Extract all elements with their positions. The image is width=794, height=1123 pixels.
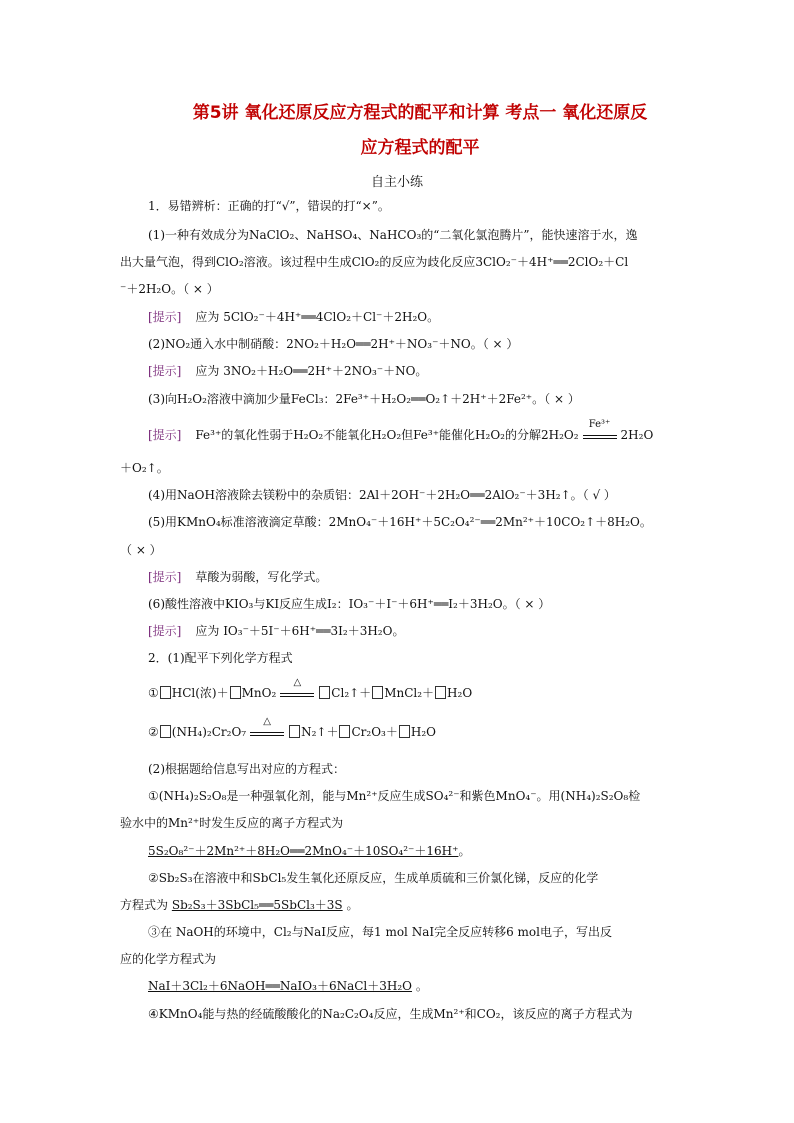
- coefficient-box: [230, 686, 241, 699]
- q1-3-hint: [148, 419, 654, 443]
- q1-2-text: (2)NO₂通入水中制硝酸：2NO₂＋H₂O══2H⁺＋NO₃⁻＋NO。（ × ）: [148, 337, 519, 351]
- coefficient-box: [160, 686, 171, 699]
- q2-2-1-text-cont: 验水中的Mn²⁺时发生反应的离子方程式为: [120, 816, 344, 830]
- coefficient-box: [372, 686, 383, 699]
- question-1-intro: 1．易错辨析：正确的打“√”，错误的打“×”。: [148, 199, 390, 213]
- q1-6-text: (6)酸性溶液中KIO₃与KI反应生成I₂：IO₃⁻＋I⁻＋6H⁺══I₂＋3H₂O。（ × ）: [148, 597, 551, 611]
- coefficient-box: [160, 725, 171, 738]
- hint-label: [提示]: [148, 428, 182, 442]
- hint-text: 应为 5ClO₂⁻＋4H⁺══4ClO₂＋Cl⁻＋2H₂O。: [195, 310, 440, 324]
- hint-text-end: 2H₂O: [620, 428, 654, 442]
- q2-2-3-text-cont: 应的化学方程式为: [120, 952, 217, 966]
- q2-2-1-text: ①(NH₄)₂S₂O₈是一种强氧化剂，能与Mn²⁺反应生成SO₄²⁻和紫色MnO₄⁻。用(NH₄)₂S₂O₈检: [148, 789, 641, 803]
- hint-label: [提示]: [148, 624, 182, 638]
- hint-label: [提示]: [148, 310, 182, 324]
- section-heading: 自主小练: [370, 175, 423, 190]
- q1-4-text: (4)用NaOH溶液除去镁粉中的杂质铝：2Al＋2OH⁻＋2H₂O══2AlO₂⁻＋3H₂↑。（ √ ）: [148, 488, 616, 502]
- hint-label: [提示]: [148, 570, 182, 584]
- reaction-condition: Fe³⁺: [583, 429, 617, 439]
- q2-2-4-text: ④KMnO₄能与热的经硫酸酸化的Na₂C₂O₄反应，生成Mn²⁺和CO₂，该反应的离子方程式为: [148, 1007, 633, 1021]
- coefficient-box: [319, 686, 330, 699]
- coefficient-box: [435, 686, 446, 699]
- q1-5-hint: [148, 569, 327, 585]
- q1-1-hint: [148, 309, 439, 325]
- hint-text: 应为 3NO₂＋H₂O══2H⁺＋2NO₃⁻＋NO。: [195, 364, 428, 378]
- balance-equation-1: ① HCl(浓)＋ MnO₂ △ Cl₂↑＋ MnCl₂＋ H₂O: [148, 677, 473, 700]
- q1-1-verdict: ⁻＋2H₂O。（ × ）: [120, 282, 219, 296]
- page-title-line-2: 应方程式的配平: [360, 138, 480, 158]
- reaction-condition: △: [250, 726, 284, 736]
- q2-2-3-text: ③在 NaOH的环境中，Cl₂与NaI反应，每1 mol NaI完全反应转移6 mol电子，写出反: [148, 925, 612, 939]
- q1-2-hint: [148, 363, 427, 379]
- q2-2-intro: (2)根据题给信息写出对应的方程式：: [148, 762, 345, 776]
- hint-text: 草酸为弱酸，写化学式。: [195, 570, 328, 584]
- coefficient-box: [339, 725, 350, 738]
- q2-2-2-answer: 方程式为 Sb₂S₃＋3SbCl₅══5SbCl₃＋3S 。: [120, 898, 359, 912]
- answer-text: Sb₂S₃＋3SbCl₅══5SbCl₃＋3S: [171, 898, 343, 912]
- q1-6-hint: [148, 623, 404, 639]
- q2-2-1-answer: 5S₂O₈²⁻＋2Mn²⁺＋8H₂O══2MnO₄⁻＋10SO₄²⁻＋16H⁺。: [148, 844, 471, 858]
- hint-text: 应为 IO₃⁻＋5I⁻＋6H⁺══3I₂＋3H₂O。: [195, 624, 405, 638]
- question-2-intro: 2．(1)配平下列化学方程式: [148, 651, 293, 665]
- hint-label: [提示]: [148, 364, 182, 378]
- coefficient-box: [289, 725, 300, 738]
- page-title-line-1: 第5讲 氧化还原反应方程式的配平和计算 考点一 氧化还原反: [192, 103, 648, 123]
- q2-2-3-answer: NaI＋3Cl₂＋6NaOH══NaIO₃＋6NaCl＋3H₂O 。: [148, 979, 428, 993]
- reaction-condition: △: [280, 687, 314, 697]
- q1-5-verdict: （ × ）: [120, 543, 162, 557]
- q1-5-text: (5)用KMnO₄标准溶液滴定草酸：2MnO₄⁻＋16H⁺＋5C₂O₄²⁻══2Mn²⁺＋10CO₂↑＋8H₂O。: [148, 515, 652, 529]
- q1-1-text: (1)一种有效成分为NaClO₂、NaHSO₄、NaHCO₃的“二氧化氯泡腾片”，能快速溶于水，逸: [148, 228, 638, 242]
- answer-text: 5S₂O₈²⁻＋2Mn²⁺＋8H₂O══2MnO₄⁻＋10SO₄²⁻＋16H⁺: [148, 844, 459, 858]
- q1-1-text-cont: 出大量气泡，得到ClO₂溶液。该过程中生成ClO₂的反应为歧化反应3ClO₂⁻＋4H⁺══2ClO₂＋Cl: [120, 255, 629, 269]
- answer-text: NaI＋3Cl₂＋6NaOH══NaIO₃＋6NaCl＋3H₂O: [148, 979, 413, 993]
- q1-3-hint-cont: ＋O₂↑。: [120, 461, 169, 475]
- balance-equation-2: ② (NH₄)₂Cr₂O₇ △ N₂↑＋ Cr₂O₃＋ H₂O: [148, 716, 436, 739]
- hint-text: Fe³⁺的氧化性弱于H₂O₂不能氧化H₂O₂但Fe³⁺能催化H₂O₂的分解2H₂O₂: [195, 428, 579, 442]
- q2-2-2-text: ②Sb₂S₃在溶液中和SbCl₅发生氧化还原反应，生成单质硫和三价氯化锑，反应的化学: [148, 871, 599, 885]
- q1-3-text: (3)向H₂O₂溶液中滴加少量FeCl₃：2Fe³⁺＋H₂O₂══O₂↑＋2H⁺＋2Fe²⁺。（ × ）: [148, 392, 580, 406]
- coefficient-box: [399, 725, 410, 738]
